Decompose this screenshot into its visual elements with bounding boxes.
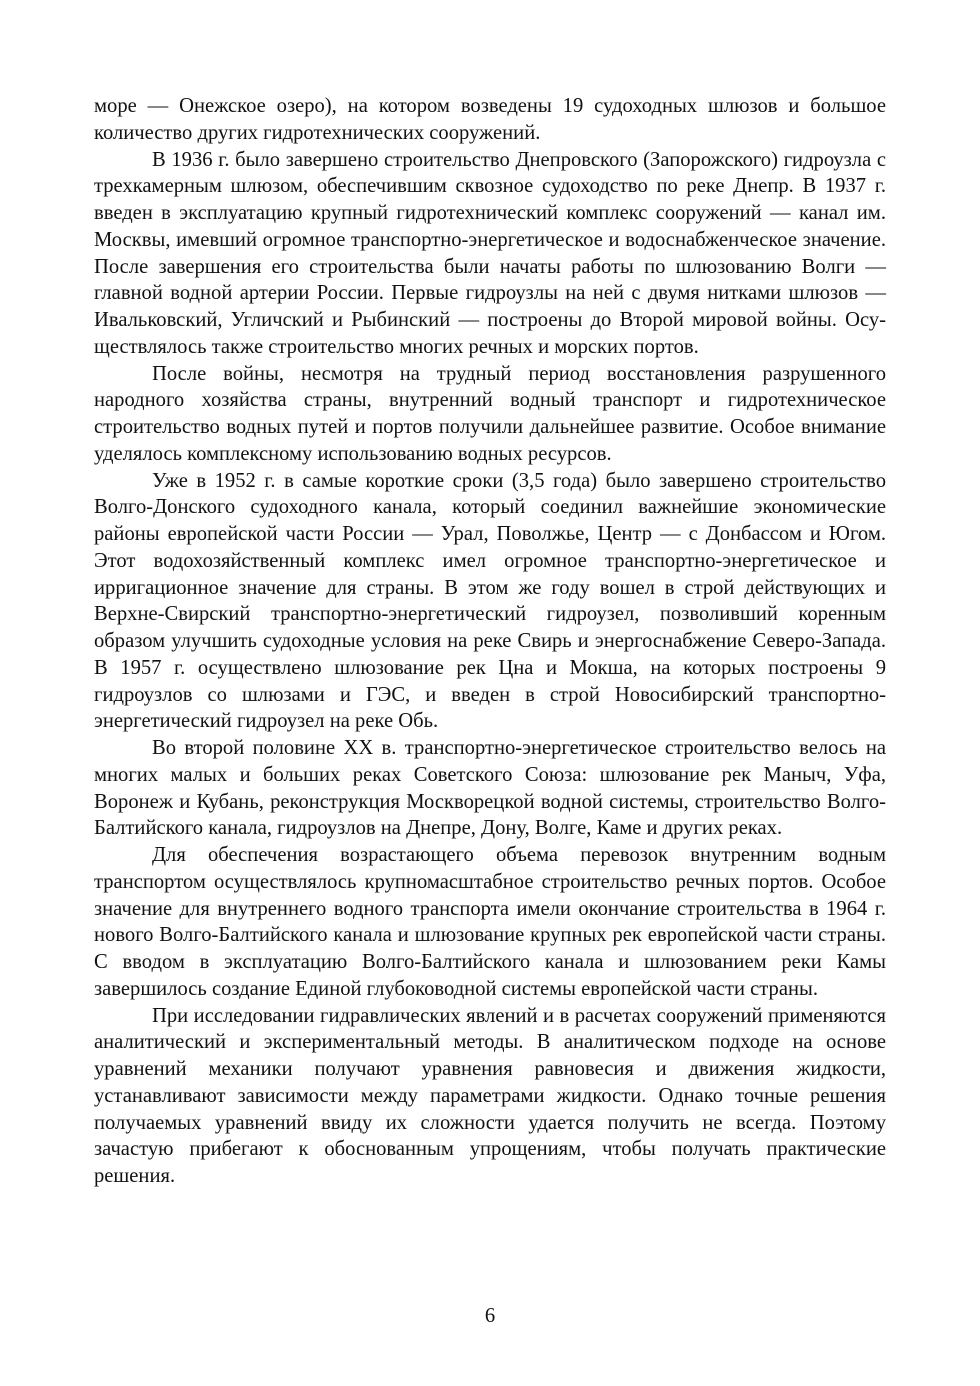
paragraph-dnieper-moscow-canal: В 1936 г. было завершено строительство Днепровского (Запорожского) гидроузла с трехкамерным шлюзом, обеспечившим сквозное судоходство по реке Днепр. В 1937 г. введен в эксплуатацию крупный гидротехнический комплекс сооружений — канал им. Москвы, имевший огромное транспортно-энергетическое и водоснабженческое значение. После завершения его строительства были начаты работы по шлюзованию Волги — главной водной артерии России. Первые гидроузлы на ней с двумя нитками шлюзов — Ивальковский, Угличский и Рыбинский — построены до Второй мировой войны. Осуществлялось также строительство многих речных и морских портов. (94, 148, 886, 358)
body-text (94, 93, 886, 1190)
paragraph-second-half-xx: Во второй половине XX в. транспортно-энергетическое строительство велось на многих малых и больших реках Советского Союза: шлюзование рек Маныч, Уфа, Воронеж и Кубань, реконструкция Москворецкой водной системы, строительство Волго-Балтийского канала, гидроузлов на Днепре, Дону, Волге, Каме и других реках. (94, 737, 886, 840)
paragraph-research-methods: При исследовании гидравлических явлений и в расчетах сооружений применяются аналитический и экспериментальный методы. В аналитическом подходе на основе уравнений механики получают уравнения равновесия и движения жидкости, устанавливают зависимости между параметрами жидкости. Однако точные решения получаемых уравнений ввиду их сложности удается получить не всегда. Поэтому зачастую прибегают к обоснованным упрощениям, чтобы получать практические решения. (94, 1004, 886, 1187)
page-number: 6 (484, 1305, 496, 1327)
paragraph-volga-don-canal: Уже в 1952 г. в самые короткие сроки (3,5 года) было завершено строительство Волго-Донского судоходного канала, который соединил важнейшие экономические районы европейской части России — Урал, Поволжье, Центр — с Донбассом и Югом. Этот водохозяйственный комплекс имел огромное транспортно-энергетическое и ирригационное значение для страны. В этом же году вошел в строй действующих и Верхне-Свирский транспортно-энергетический гидроузел, позволивший коренным образом улучшить судоходные условия на реке Свирь и энергоснабжение Северо-Запада. В 1957 г. осуществлено шлюзование рек Цна и Мокша, на которых построены 9 гидроузлов со шлюзами и ГЭС, и введен в строй Новосибирский транспортно-энергетический гидроузел на реке Обь. (94, 469, 886, 733)
paragraph-continuation: море — Онежское озеро), на котором возведены 19 судоходных шлюзов и большое количество других гидротехнических сооружений. (94, 95, 886, 144)
paragraph-river-ports: Для обеспечения возрастающего объема перевозок внутренним водным транспортом осуществлялось крупномасштабное строительство речных портов. Особое значение для внутреннего водного транспорта имели окончание строительства в 1964 г. нового Волго-Балтийского канала и шлюзование крупных рек европейской части страны. С вводом в эксплуатацию Волго-Балтийского канала и шлюзованием реки Камы завершилось создание Единой глубоководной системы европейской части страны. (94, 844, 886, 1000)
paragraph-postwar: После войны, несмотря на трудный период восстановления разрушенного народного хозяйства страны, внутренний водный транспорт и гидротехническое строительство водных путей и портов получили дальнейшее развитие. Особое внимание уделялось комплексному использованию водных ресурсов. (94, 362, 886, 465)
